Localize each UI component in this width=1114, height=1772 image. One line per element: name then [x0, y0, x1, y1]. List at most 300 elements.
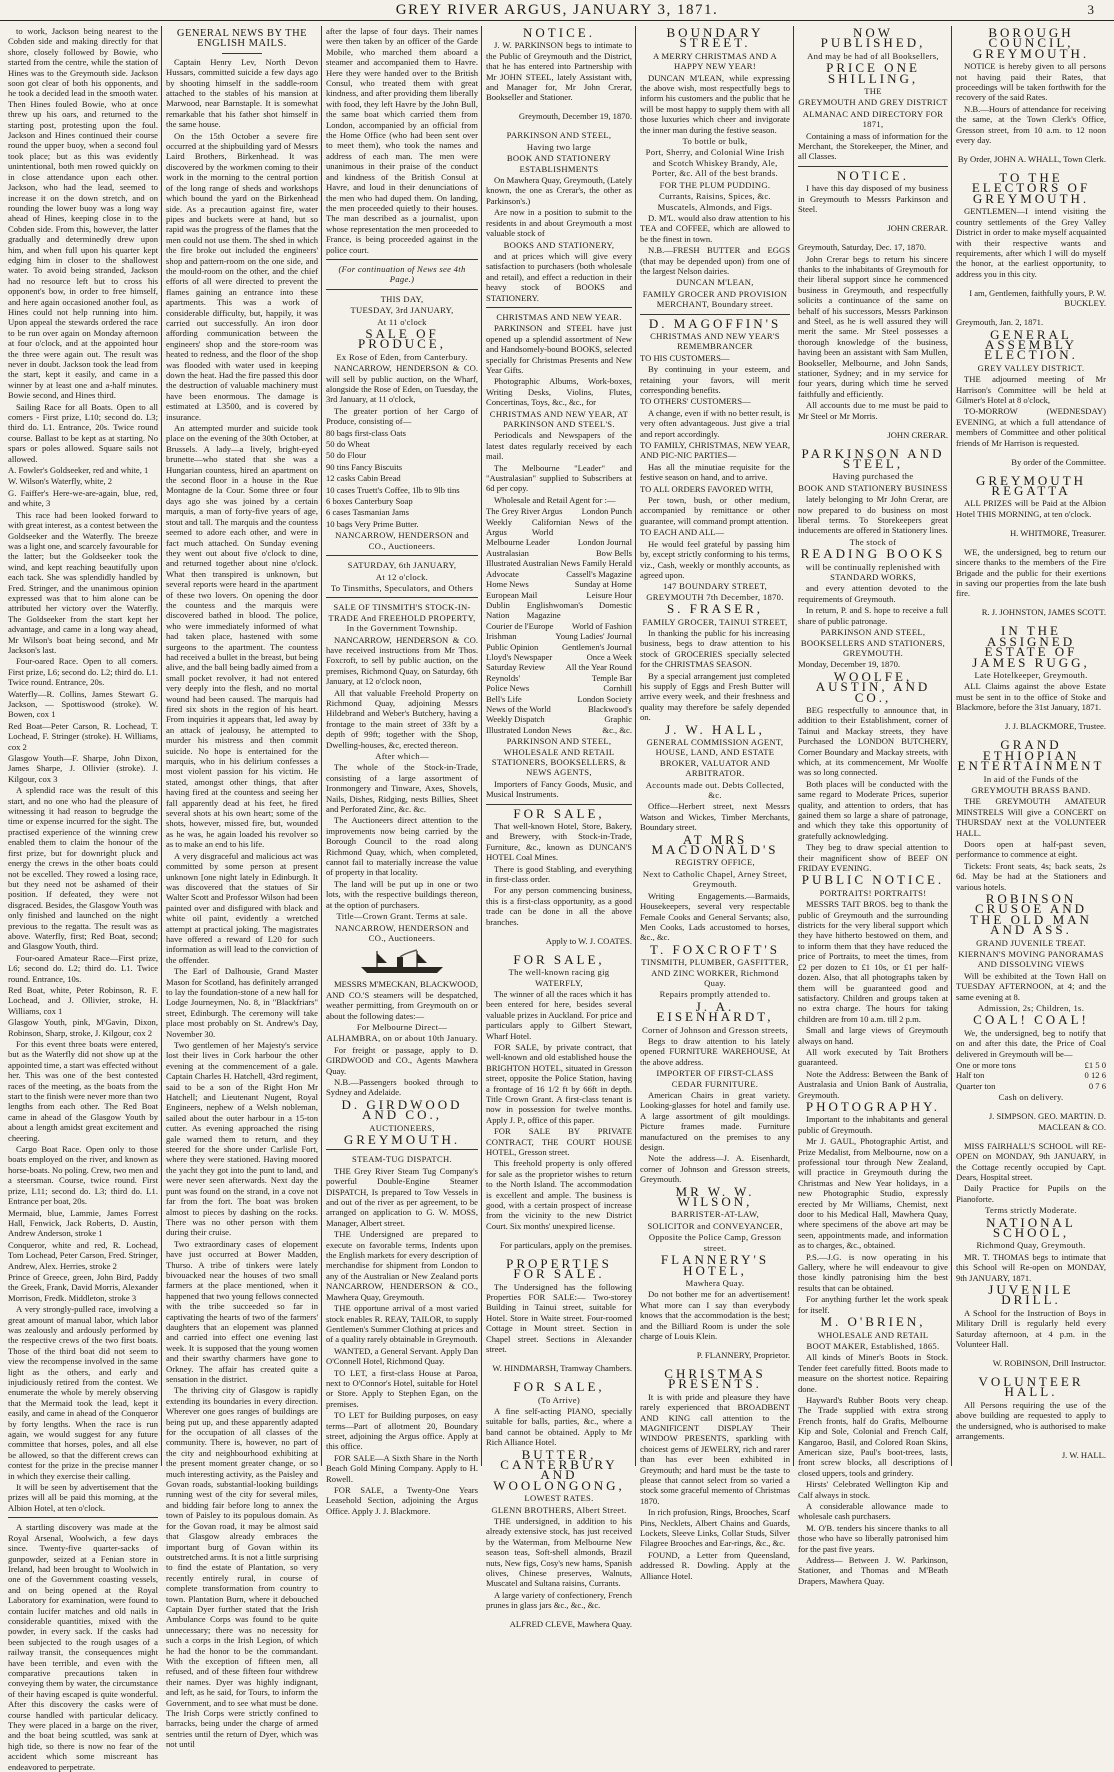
paragraph: All kinds of Miner's Boots in Stock. Tender feet carefully fitted. Boots made to measure on the shortest notice. Repairing done.	[798, 1352, 948, 1394]
two-column-row	[486, 704, 632, 714]
row-left: Melbourne Leader	[486, 537, 550, 548]
centered-line: At 12 o'clock.	[375, 571, 429, 582]
centered-line: GLENN BROTHERS, Albert Street.	[491, 1504, 627, 1515]
paragraph: A large variety of confectionery, French prunes in glass jars &c., &c., &c.	[486, 1589, 632, 1611]
advert-title: J. W. HALL,	[665, 721, 765, 737]
paragraph: Sailing Race for all Boats. Open to all comers - First prize, L10; second do. L3; third do. L1. Entrance, 20s. Twice round course. Ballast to be kept as at starting. No spars or poles allowed. Square sails not allowed.	[8, 401, 158, 464]
two-column-row	[486, 631, 632, 641]
two-column-row	[486, 569, 632, 579]
centered-line: Currants, Raisins, Spices, &c. Muscatels, Almonds, and Figs.	[657, 191, 773, 212]
paragraph: after the lapse of four days. Their names were then taken by an officer of the Garde Mobile, who marched them aboard a steamer and accompanied them to Havre. Here they were handed over to the British Consul, who treated them with great kindness, and after providing them liberally with food, they left Havre by the John Bull, the same boat which carried them from London, accompanied by an official from the Home Office (who had been sent over to meet them), who took the names and address of each man. The men were unanimous in their praise of the conduct and kindness of the British Consul at Havre, and loud in their denunciations of the men who had duped them. On landing, the men proceeded quietly to their houses. The man described as a journalist, upon whose representation the men proceeded to France, is being proceeded against in the police court.	[326, 26, 478, 255]
paragraph: Office—Herbert street, next Messrs Watson and Wickes, Timber Merchants, Boundary street.	[640, 801, 790, 833]
list-line: TO OTHERS' CUSTOMERS—	[640, 396, 751, 407]
paragraph: A very disgraceful and malicious act was committed by some person at present unknown [one night lately in Edinburgh. It was discovered that the statues of Sir Walter Scott and Professor Wilson had been painted over and disfigured with black and white oil paint, evidently a wretched attempt at practical joking. The magistrates have offered a reward of L20 for such information as will lead to the conviction of the offender.	[166, 850, 318, 965]
row-right: 0 12 6	[1084, 1070, 1106, 1081]
centered-line: Richmond Quay, Greymouth.	[976, 1240, 1086, 1251]
paragraph: MISS FAIRHALL'S SCHOOL will RE-OPEN on MONDAY, 9th JANUARY, in the Cottage recently occupied by Capt. Dears, Hospital street.	[956, 1140, 1106, 1182]
paragraph: He would feel grateful by passing him by, except strictly conforming to his terms, viz., Cash, weekly or monthly accounts, as agreed upon.	[640, 538, 790, 580]
list-line: TO ALL ORDERS FAVORED WITH,	[640, 483, 773, 494]
paragraph: Doors open at half-past seven, performance to commence at eight.	[956, 838, 1106, 860]
paragraph: FOUND, a Letter from Queensland, addressed R. Dowling. Apply at the Alliance Hotel.	[640, 1549, 790, 1581]
paragraph: D. M'L. would also draw attention to his TEA and COFFEE, which are allowed to be the finest in town.	[640, 212, 790, 244]
paragraph: John Crerar begs to return his sincere thanks to the inhabitants of Greymouth for their liberal support since he commenced business in Greymouth, and respectfully solicits a continuance of the same on behalf of his successors, Messrs Parkinson and Steel, as he is well assured they will merit the same. Mr Steel possesses a thorough knowledge of the business, having been an assistant with Sam Mullen, Bookseller, Melbourne, and John Sands, stationer, Sydney; and in my service for four years, during which time he served faithfully and efficiently.	[798, 253, 948, 399]
paragraph: For freight or passage, apply to D. GIRDWOOD and CO., Agents Mawhera Quay.	[326, 1044, 478, 1076]
row-right: Bow Bells	[595, 547, 632, 558]
paragraph: NANCARROW, HENDERSON & CO. will sell by public auction, on the Wharf, alongside the Rose of Eden, on Tuesday, the 3rd January, at 11 o'clock,	[326, 363, 478, 405]
paragraph: By a special arrangement just completed his supply of Eggs and Fresh Butter will arrive every week, and their freshness and quality may therefore be safely depended on.	[640, 670, 790, 723]
centered-line: AUCTIONEERS,	[369, 1122, 435, 1133]
list-line: Waterfly—R. Collins, James Stewart G. Jackson, — Spottiswood (stroke). W. Bowen, cox 1	[8, 688, 158, 720]
paragraph: Periodicals and Newspapers of the latest dates regularly received by each mail.	[486, 430, 632, 462]
advert-title: PROPERTIES FOR SALE.	[506, 1255, 612, 1282]
page-number: 3	[1087, 2, 1094, 17]
paragraph: Hayward's Rubber Boots very cheap. The Trade supplied with extra strong French fronts, half do Grafts, Melbourne Kip and Sole, Colonial and French Calf, Kangaroo, Basil, and Colored Roan Skins, American size, Paul's boot-trees, lasts, front screw blocks, all descriptions of closed uppers, tools and grindery.	[798, 1394, 948, 1478]
centered-line: KIERNAN'S MOVING PANORAMAS AND DISSOLVING VIEWS	[958, 949, 1104, 970]
centered-line: BOOKS AND STATIONERY,	[503, 239, 615, 250]
two-column-row	[486, 590, 632, 600]
paragraph: Do not bother me for an advertisement! What more can I say than everybody knows that the accommodation is the best; and the Billiard Room is under the sole charge of Louis Klein.	[640, 1289, 790, 1341]
row-left: Reynolds'	[486, 672, 521, 683]
paragraph: and at prices which will give every satisfaction to purchasers (both wholesale and retail), and effect a reduction in their heavy stock of BOOKS and STATIONERY.	[486, 250, 632, 303]
paragraph: Note the Address: Between the Bank of Australasia and Union Bank of Australia, Greymouth.	[798, 1068, 948, 1100]
centered-line: GENERAL COMMISSION AGENT, HOUSE, LAND, AND ESTATE BROKER, VALUATOR AND ARBITRATOR.	[646, 737, 784, 779]
row-right: Cassell's Magazine	[566, 568, 632, 579]
centered-line: The stock of	[849, 536, 897, 547]
advert-title: PRICE ONE SHILLING,	[826, 60, 920, 86]
centered-line: Mawhera Quay.	[685, 1277, 745, 1288]
signature-line: For particulars, apply on the premises.	[500, 1239, 632, 1250]
signature-line: Greymouth, December 19, 1870.	[518, 111, 632, 122]
advert-title: J. A. EISENHARDT,	[656, 998, 774, 1025]
paragraph: TO LET, a first-class House at Paroa, next to O'Connor's Hotel, suitable for Hotel or Store. Apply to Stephen Egan, on the premises.	[326, 1367, 478, 1409]
row-left: Bell's Life	[486, 693, 522, 704]
advert-title: TO THE ELECTORS OF GREYMOUTH.	[971, 170, 1091, 206]
advert-title: NOW PUBLISHED,	[820, 25, 926, 51]
paragraph: All that valuable Freehold Property on Richmond Quay, adjoining Messrs Hildebrand and Weber's Butchery, having a frontage to the main street of 33ft by a depth of 99ft; together with the Shop, Dwelling-houses, &c, erected thereon.	[326, 687, 478, 750]
paragraph: THE GREYMOUTH AMATEUR MINSTRELS Will give a CONCERT on THURSDAY next at the VOLUNTEER HALL.	[956, 796, 1106, 838]
two-column-row	[486, 725, 632, 735]
row-right: Sunday at Home	[574, 579, 632, 590]
short-rule	[222, 53, 262, 54]
paragraph: They beg to draw special attention to their magnificent show of BEEF ON FRIDAY EVENING.	[798, 842, 948, 874]
paragraph: A splendid race was the result of this start, and no one who had the pleasure of witnessing it had reason to begrudge the time or expense incurred for the sight. The practised experience of the winning crew enabled them to claim the honour of the first prize, but for downright pluck and energy the crews in the other boats could not be excelled. They rowed a losing race, but they need not be ashamed of their position. If defeated, they were not disgraced. Besides, the Glasgow Youth was only finished and launched on the night previous to the regatta. The result was as above. Waterfly, first; Red Boat, second; and Glasgow Youth, third.	[8, 785, 158, 952]
row-left: Dublin Nation	[486, 599, 510, 621]
paragraph: to work, Jackson being nearest to the Cobden side and making directly for that shore, closely followed by Bowie, who started from the centre, while the station of Hines was to the Greymouth side. Jackson soon got clear of both his opponents, and he took a decided lead in the smooth water. Then Hines fouled Bowie, who at once threw up his oars, and returned to the starting post, protesting upon the foul. Jackson and Hines continued their course round the upper buoy, when a second foul took place; but as this was evidently unintentional, both men rowed quickly on in close attendance upon each other. Jackson, who had the lead, seemed to increase it on the down stretch, and on rounding the lower buoy was a long way ahead of Hines, keeping close in to the Cobden side. From this, however, the latter gradually and determinedly drew upon him, and when full upon his quarter kept edging him in closer to the shallowest water. To avoid being stranded, Jackson had no resource left but to cross his opponent's bow, in order to free himself, and here again occasioned another foul, as Hines could not help running into him. Upon appeal the stewards ordered the race to be run over again on Monday afternoon at four o'clock, and at the appointed hour the three were again out. The result was never in doubt. Jackson took the lead from the start, kept it easily, and came in a winner by at least one and a-half minutes. Bowie second, and Hines third.	[8, 26, 158, 401]
paragraph: Hirsts' Celebrated Wellington Kip and Calf always in stock.	[798, 1479, 948, 1500]
signature-line: W. HINDMARSH, Tramway Chambers.	[492, 1363, 632, 1374]
column-rule	[481, 26, 482, 1466]
row-left: One or more tons	[956, 1060, 1016, 1071]
list-line: Red Boat—Peter Carson, R. Lochead, T. Lochead, F. Stringer (stroke). H. Williams, cox 2	[8, 720, 158, 752]
paragraph: THE undersigned, in addition to his already extensive stock, has just received by the Waterman, from Melbourne New season teas, Soft-shell almonds, Brazil nuts, New figs, Cosy's new hams, Spanish olives, Chinese preserves, Walnuts, Muscatel and Sultana raisins, Currants.	[486, 1515, 632, 1589]
two-column-row	[956, 1081, 1106, 1091]
centered-line: Corner of Johnson and Gresson streets,	[641, 1024, 788, 1035]
centered-line: will be continually replenished with STANDARD WORKS,	[805, 561, 941, 583]
centered-line: The well-known racing gig WATERFLY,	[508, 967, 610, 988]
centered-line: SOLICITOR and CONVEYANCER,	[647, 1220, 783, 1231]
advert-title: SALE OF PRODUCE,	[358, 325, 446, 352]
signature-line: JOHN CRERAR.	[887, 223, 948, 234]
signature-line: P. FLANNERY, Proprietor.	[696, 1349, 790, 1360]
signature-line: ALFRED CLEVE, Mawhera Quay.	[509, 1619, 632, 1630]
separator-rule	[326, 259, 478, 260]
row-left: Quarter ton	[956, 1080, 996, 1091]
paragraph: Two gentlemen of her Majesty's service lost their lives in Cork harbour the other evening at the commencement of a gale. Captain Charles H. Hatchell, 43rd regiment, said to be a son of the Right Hon Mr Hatchell; and Lieutenant Nugent, Royal Engineers, nephew of a Welsh nobleman, sailed about the outer harbour in a 15-ton cutter. As evening approached the rising gale warned them to return, and they steered for the shore under Carlisle Fort, where they were stationed. Having moored the yacht they got into the punt to land, and were never seen afterwards. Next day the punt was found on the strand, in a cove not far from the fort. The boat was broken almost to pieces by dashing on the rocks. There was no other person with them during their cruise.	[166, 1040, 318, 1238]
centered-line: IMPORTER OF FIRST-CLASS CEDAR FURNITURE.	[656, 1068, 774, 1089]
two-column-row	[486, 673, 632, 683]
paragraph: Note the address—J. A. Eisenhardt, corner of Johnson and Gresson streets, Greymouth.	[640, 1153, 790, 1185]
centered-line: ALMANAC AND DIRECTORY FOR 1871,	[802, 108, 944, 130]
paragraph: I have this day disposed of my business in Greymouth to Messrs Parkinson and Steel.	[798, 183, 948, 215]
centered-line: Having two large	[526, 141, 592, 152]
paragraph: Four-oared Amateur Race—First prize, L6; second do. L2; third do. L1. Twice round. Entrance, 10s.	[8, 952, 158, 984]
row-right: Once a Week	[586, 651, 632, 662]
two-column-row	[956, 1070, 1106, 1080]
steamship-icon	[357, 947, 447, 975]
list-line: 10 cases Truett's Coffee, 1lb to 9lb tins	[326, 484, 460, 495]
advert-title: COAL! COAL!	[973, 1012, 1089, 1028]
two-column-row	[486, 683, 632, 693]
row-right: &c., &c.	[602, 724, 632, 735]
row-left: Home News	[486, 579, 529, 590]
advert-title: VOLUNTEER HALL.	[978, 1374, 1084, 1400]
centered-line: Repairs promptly attended to.	[659, 989, 771, 1000]
centered-line: FAMILY GROCER AND PROVISION MERCHANT, Boundary street.	[642, 288, 788, 310]
paragraph: This race had been looked forward to with great interest, as a contest between the Goldseeker and the Waterfly. The breeze was a light one, and scarcely favourable for the latter; but the Goldseeker took the wind, and kept reaching beautifully upon each tack. She was splendidly handled by Fred. Stringer, and the unanimous opinion expressed was that to him alone can be attributed her victory over the Waterfly. The Goldseeker from the start kept her advantage, and came in a long way ahead, Mr Wilson's boat being second, and Mr Jackson's last.	[8, 509, 158, 655]
advert-title: NOTICE.	[523, 25, 595, 40]
centered-line: Late Hotelkeeper, Greymouth.	[974, 670, 1088, 681]
advert-title: IN THE ASSIGNED ESTATE OF JAMES RUGG,	[972, 623, 1090, 670]
paragraph: All Persons requiring the use of the above building are requested to apply to the undersigned, who is authorised to make arrangements.	[956, 1399, 1106, 1442]
paragraph: Has all the minutiae requisite for the festive season on hand, and to arrive.	[640, 461, 790, 483]
centered-line: To Tinsmiths, Speculators, and Others	[330, 582, 474, 593]
column-rule	[951, 26, 952, 1466]
centered-line: Having purchased the	[832, 471, 914, 482]
list-line: Glasgow Youth, pink, M'Gavin, Dixon, Robinson, Sharp, stroke, J. Kilgour, cox 2	[8, 1017, 158, 1038]
two-column-row	[486, 548, 632, 558]
separator-rule	[486, 804, 632, 805]
paragraph: FOR SALE—A Sixth Share in the North Beach Gold Mining Company. Apply to H. Rowell.	[326, 1452, 478, 1484]
row-right: Leisure Hour	[586, 589, 632, 600]
row-right: Young Ladies' Journal	[555, 631, 632, 642]
column-4	[486, 25, 632, 1630]
centered-line: Admission, 2s; Children, 1s.	[977, 1003, 1085, 1014]
paragraph: MESSRS TAIT BROS. beg to thank the public of Greymouth and the surrounding districts for the very liberal support which they have hitherto bestowed on them, and to inform them that they have reduced the price of Portraits, to meet the times, from £2 per dozen to £1 10s, or £1 per half-dozen. Also, that all photographs taken by them will be guaranteed good and satisfactory. Children and groups taken at no extra charge. The hours for taking children are from 10 a.m. till 2 p.m.	[798, 899, 948, 1024]
two-column-row	[486, 558, 632, 568]
advert-title: GREYMOUTH.	[343, 1132, 461, 1147]
centered-line: Ex Rose of Eden, from Canterbury.	[336, 351, 468, 362]
paragraph: The Melbourne "Leader" and "Australasian" supplied to Subscribers at 6d per copy.	[486, 462, 632, 494]
row-right: 0 7 6	[1088, 1080, 1106, 1091]
row-left: Advocate	[486, 568, 519, 579]
paragraph: Important to the inhabitants and general public of Greymouth.	[798, 1114, 948, 1135]
paragraph: THE opportune arrival of a most varied stock enables R. REAY, TAILOR, to supply Gentlemen's Summer Clothing at prices and of a quality rarely obtainable in Greymouth.	[326, 1303, 478, 1345]
advert-title: NATIONAL SCHOOL,	[986, 1214, 1076, 1240]
paragraph: NOTICE is hereby given to all persons not having paid their Rates, that proceedings will be taken forthwith for the recovery of the said Rates.	[956, 61, 1106, 103]
paragraph: and every attention devoted to the requirements of Greymouth.	[798, 583, 948, 604]
masthead-title: GREY RIVER ARGUS, JANUARY 3, 1871.	[395, 2, 719, 18]
row-left: Weekly Argus	[486, 516, 513, 538]
paragraph: A startling discovery was made at the Royal Arsenal, Woolwich, a few days since. Twenty-five quarter-sacks of gunpowder, seized at a Fenian store in Ireland, had been brought to Woolwich in one of the Government coasting vessels, and on being opened at the Royal Laboratory for examination, were found to contain lucifer matches and old nails in considerable quantities, mixed with the powder, in every sack. If the casks had been subjected to the rough usages of a railway transit, the consequences might have been terrible, and even with the comparative precautions taken in conveying them by water, the circumstance of their having escaped is quite wonderful. After this discovery the casks were of course handled with particular delicacy. They were placed in a barge on the river, and the boat being scuttled, was sank at high tide, so there is now no fear of the accident which some miscreant has endeavored to perpetrate.	[8, 1522, 158, 1772]
list-line: Greymouth, Jan. 2, 1871.	[956, 317, 1044, 328]
separator-rule	[486, 307, 632, 308]
paragraph: Address— Between J. W. Parkinson, Stationer, and Thomas and M'Beath Drapers, Mawhera Quay.	[798, 1555, 948, 1586]
centered-line: SALE OF TINSMITH'S STOCK-IN-TRADE And FREEHOLD PROPERTY, In the Government Township.	[328, 602, 476, 634]
column-3	[326, 26, 478, 1516]
paragraph: Tickets: Front seats, 4s; back seats, 2s 6d. May be had at the Stationers and various hotels.	[956, 860, 1106, 892]
row-left: Illustrated London News	[486, 724, 572, 735]
centered-line: Accounts made out. Debts Collected, &c.	[645, 779, 785, 801]
paragraph: N.B.—Hours of attendance for receiving the same, at the Town Clerk's Office, Gresson street, from 10 a.m. to 12 noon every day.	[956, 103, 1106, 146]
paragraph: There is good Stabling, and everything in first-class order.	[486, 863, 632, 885]
two-column-row	[956, 1060, 1106, 1070]
paragraph: Per town, bush, or other medium, accompanied by remittance or other guarantee, will command prompt attention.	[640, 495, 790, 526]
centered-line: 147 BOUNDARY STREET, GREYMOUTH 7th December, 1870.	[646, 581, 784, 602]
column-1	[8, 26, 158, 1772]
paragraph: The Undersigned has the following Properties FOR SALE:— Two-storey Building in Tainui street, suitable for Hotel. Store in Waite street. Four-roomed Cottage in Mount street. Section in Chapel street. Sections in Alexander street.	[486, 1281, 632, 1355]
centered-line: GREYMOUTH BRASS BAND.	[971, 784, 1091, 795]
paragraph: DUNCAN M'LEAN, while expressing the above wish, most respectfully begs to inform his customers and the public that he will be most happy to supply them with all those luxuries which cheer and invigorate the inner man during the festive season.	[640, 72, 790, 135]
centered-line: NANCARROW, HENDERSON and CO., Auctioneers.	[335, 922, 469, 943]
signature-line: H. WHITMORE, Treasurer.	[1009, 527, 1106, 538]
row-right: Family Herald	[582, 558, 632, 569]
paragraph: By continuing in your esteem, and retaining your favors, will merit corresponding benefits.	[640, 364, 790, 395]
paragraph: MR. T. THOMAS begs to intimate that this School will Re-open on MONDAY, 9th JANUARY, 1871.	[956, 1251, 1106, 1283]
paragraph: For any person commencing business, this is a first-class opportunity, as a good trade can be done in all the above branches.	[486, 885, 632, 927]
centered-line: Title—Crown Grant. Terms at sale.	[336, 911, 468, 922]
paragraph: The greater portion of her Cargo of Produce, consisting of—	[326, 405, 478, 427]
signature-line: J. W. HALL.	[1061, 1450, 1106, 1461]
list-line: 50 do Flour	[326, 450, 367, 461]
paragraph: A change, even if with no better result, is very often advantageous. Just give a trial and report accordingly.	[640, 407, 790, 439]
separator-rule	[8, 1517, 158, 1518]
advert-title: GENERAL ASSEMBLY ELECTION.	[984, 326, 1078, 363]
centered-line: BOOK AND STATIONERY ESTABLISHMENTS	[506, 153, 612, 174]
row-left: Irishman	[486, 631, 517, 642]
paragraph: The land will be put up in one or two lots, with the respective buildings thereon, at the option of purchasers.	[326, 878, 478, 910]
paragraph: Are now in a position to submit to the residents in and about Greymouth a most valuable stock of	[486, 207, 632, 239]
advert-title: GREYMOUTH REGATTA	[975, 472, 1087, 498]
column-5	[640, 25, 790, 1581]
centered-line: TINSMITH, PLUMBER, GASFITTER, AND ZINC WORKER, Richmond Quay.	[641, 957, 789, 988]
paragraph: MESSRS M'MECKAN, BLACKWOOD, AND CO.'S steamers will be despatched, weather permitting, from Greymouth on or about the following dates:—	[326, 979, 478, 1021]
paragraph: GENTLEMEN—I intend visiting the country settlements of the Grey Valley District in order to make myself acquainted with their respective wants and requirements, after which I will do myself the honor, at the earliest opportunity, to address you in this city.	[956, 206, 1106, 279]
paragraph: It is with pride and pleasure they have rarely experienced that BROADBENT AND KING call attention to the MAGNIFICENT DISPLAY Their WINDOW PRESENTS, sparkling with choicest gems of JEWELRY, rich and rarer than has ever been exhibited in Greymouth; and hard must be the taste to please that cannot select from so varied a stock some graceful memento of Christmas 1870.	[640, 1391, 790, 1506]
centered-line: CHRISTMAS AND NEW YEAR.	[496, 311, 622, 322]
paragraph: TO-MORROW (WEDNESDAY) EVENING, at which a full attendance of members of Committee and other political friends of Mr Harrison is requested.	[956, 406, 1106, 448]
separator-rule	[326, 289, 478, 290]
paragraph: A School for the Instruction of Boys in Military Drill is regularly held every Saturday afternoon, at 4 p.m. in the Volunteer Hall.	[956, 1307, 1106, 1349]
paragraph: Cargo Boat Race. Open only to those boats employed on the river, and known as horse-boats. No poling. Crew, two men and a steersman. Course, twice round. First prize, L11; second do. L3; third do. L1. Entrance per boat, 20s.	[8, 1144, 158, 1207]
advert-title: T. FOXCROFT'S	[650, 941, 780, 957]
centered-line: Next to Catholic Chapel, Arney Street, Greymouth.	[642, 868, 788, 890]
separator-rule	[326, 1149, 478, 1150]
row-right: Englishwoman's Domestic Magazine	[526, 599, 632, 621]
row-right: London Punch	[581, 506, 632, 517]
signature-line: By order of the Committee.	[1011, 456, 1106, 467]
list-line: Glasgow Youth—F. Sharpe, John Dixon, James Sharpe, J. Ollivier (stroke). J. Kilgour, cox 3	[8, 753, 158, 784]
signature-line: J. J. BLACKMORE, Trustee.	[1005, 721, 1106, 732]
list-line: 90 tins Fancy Biscuits	[326, 461, 403, 472]
paragraph: ALL PRIZES will be Paid at the Albion Hotel THIS MORNING, at ten o'clock.	[956, 498, 1106, 519]
list-line: W. Wilson's Waterfly, white, 2	[8, 476, 113, 487]
centered-line: FOR THE PLUM PUDDING.	[659, 179, 771, 190]
signature-line: W. ROBINSON, Drill Instructor.	[992, 1358, 1106, 1368]
centered-line: CHRISTMAS AND NEW YEAR'S REMEMBRANCER	[650, 330, 780, 352]
paragraph: FOR SALE, a Twenty-One Years Leasehold Section, adjoining the Argus Office. Apply J. J. Blackmore.	[326, 1485, 478, 1516]
list-line: TO EACH AND ALL—	[640, 527, 725, 538]
two-column-row	[486, 621, 632, 631]
column-rule	[321, 26, 322, 1466]
column-rule	[635, 26, 636, 1466]
centered-line: GRAND JUVENILE TREAT.	[976, 937, 1086, 948]
paragraph: An attempted murder and suicide took place on the evening of the 30th October, at Brussels. A lady—a lively, bright-eyed brunette—who stated that she was a Hungarian countess, hired an apartment on the second floor in a house in the Rue Montagne de la Cour. Some three or four days ago she was joined by a certain marquis, a man of forty-five years of age, stout and tall. The marquis and the countess seemed to adore each other, and were in fact much attached. On Sunday evening they went out about five o'clock to dine, and returned together about nine o'clock. What then transpired is unknown, but several reports were heard in the apartment of these two lovers. On opening the door the countess and the marquis were discovered bathed in blood. The police, who were immediately informed of what had taken place, hastened with some surgeons to the apartment. The countess had received a bullet in the breast, but being alive, and the ball being badly aimed from a small pocket revolver, it had not entered very deeply into the flesh, and no mortal wound had been caused. The marquis had fired six shots in the region of his heart. From inquiries it appears that, led away by an attack of jealousy, he attempted to murder his mistress and then commit suicide. No hope is entertained for the marquis, who in his delirium confesses a most violent passion for his victim. He stated, amongst other things, that after having fired at the countess and seeing her fall apparently dead at his feet, he fired several shots at his own heart; some of the shots, however, missed fire, but, wounded as he was, he again loaded his revolver so as to make an end to his life.	[166, 423, 319, 850]
paragraph: Captain Henry Lev, North Devon Hussars, committed suicide a few days ago by shooting himself in the saddle-room attached to the stables of his mansion at Marwood, near Barnstaple. It is somewhat remarkable that his father shot himself in the same house.	[166, 56, 318, 130]
column-6	[798, 25, 948, 1586]
advert-title: READING BOOKS	[800, 546, 946, 562]
signature-line: Apply to W. J. COATES.	[545, 935, 632, 946]
paragraph: All accounts due to me must be paid to Mr Steel or Mr Morris.	[798, 400, 948, 421]
signature-line: JOHN CRERAR.	[887, 429, 948, 440]
column-7	[956, 26, 1106, 1466]
centered-line: THIS DAY,	[380, 293, 424, 304]
advert-title: JUVENILE DRILL.	[988, 1281, 1074, 1308]
centered-line: STEAM-TUG DISPATCH.	[352, 1154, 452, 1165]
centered-line: For Melbourne Direct—	[356, 1021, 448, 1032]
signature-line: By Order, JOHN A. WHALL, Town Clerk.	[957, 154, 1106, 165]
centered-line: And may be had of all Booksellers,	[807, 50, 939, 61]
advert-title: CHRISTMAS PRESENTS.	[664, 1365, 766, 1392]
signature-line: R. J. JOHNSTON, JAMES SCOTT.	[981, 607, 1106, 618]
centered-line: PARKINSON AND STEEL, WHOLESALE AND RETAIL STATIONERS, BOOKSELLERS, & NEWS AGENTS,	[491, 736, 627, 778]
paragraph: WE, the undersigned, beg to return our sincere thanks to the members of the Fire Brigade and the public for their exertions in saving our properties from the late bush fire.	[956, 546, 1106, 599]
centered-line: Port, Sherry, and Colonial Wine Irish and Scotch Whiskey Brandy, Ale, Porter, &c. All of the best brands.	[645, 147, 785, 179]
row-left: Public Opinion	[486, 641, 539, 652]
paragraph: Wholesale and Retail Agent for :—	[494, 494, 616, 505]
centered-line: ALHAMBRA, on or about 10th January.	[326, 1033, 478, 1044]
paragraph: THE Undersigned are prepared to execute on favorable terms, Indents upon the English markets for every description of merchandise for shipment from London to any of the Australian or New Zealand ports NANCARROW, HENDERSON & CO., Mawhera Quay, Greymouth.	[326, 1229, 478, 1302]
separator-rule	[640, 314, 790, 315]
centered-line: REGISTRY OFFICE,	[675, 857, 755, 868]
list-line: 6 cases Tasmanian Jams	[326, 507, 410, 518]
centered-line: CHRISTMAS AND NEW YEAR, AT PARKINSON AND STEEL'S.	[489, 408, 629, 429]
paragraph: ALL Claims against the above Estate must be sent in to the office of Stoke and Blackmore, before the 31st January, 1871.	[956, 681, 1106, 713]
centered-line: To bottle or bulk,	[682, 136, 748, 147]
advert-title: GRAND ETHIOPIAN ENTERTAINMENT	[957, 737, 1105, 774]
paragraph: M. O'B. tenders his sincere thanks to all those who have so liberally patronised him for the past five years.	[798, 1522, 948, 1554]
advert-title: PARKINSON AND STEEL,	[801, 445, 945, 471]
paragraph: The whole of the Stock-in-Trade, consisting of a large assortment of Ironmongery and Tinware, Axes, Shovels, Nails, Dishes, Ridging, nests Billies, Sheet and Perforated Zinc, &c. &c.	[326, 762, 478, 815]
list-line: Mermaid, blue, Lammie, James Forrest Hall, Fenwick, Jack Roberts, D. Austin, Andrew Anderson, stroke 1	[8, 1207, 158, 1239]
centered-line: THE	[864, 86, 882, 97]
advert-title: ROBINSON CRUSOE AND THE OLD MAN AND ASS.	[970, 890, 1092, 938]
list-line: Monday, December 19, 1870.	[798, 659, 901, 670]
advert-title: AT MRS MACDONALD'S	[651, 831, 779, 858]
list-line: Greymouth, Saturday, Dec. 17, 1870.	[798, 242, 927, 253]
row-right: Temple Bar	[591, 672, 632, 683]
centered-line: PORTRAITS! PORTRAITS!	[819, 887, 927, 898]
paragraph: THE Grey River Steam Tug Company's powerful Double-Engine Steamer DISPATCH, Is prepared to Tow Vessels in and out of the river as per agreement, to be arranged on application to G. W. MOSS, Manager, Albert street.	[326, 1165, 478, 1228]
centered-line: In aid of the Funds of the	[983, 773, 1079, 784]
centered-line: SATURDAY, 6th JANUARY,	[347, 560, 457, 571]
paragraph: J. W. PARKINSON begs to intimate to the Public of Greymouth and the District, that he has entered into Partnership with Mr JOHN STEEL, lately Assistant with, and Manager for, Mr John Crerar, Bookseller and Stationer.	[486, 40, 632, 103]
paragraph: We, the undersigned, beg to notify that on and after this date, the Price of Coal delivered in Greymouth will be—	[956, 1027, 1106, 1059]
row-right: Gentlemen's Journal	[561, 641, 632, 652]
paragraph: FOR SALE, by private contract, that well-known and old established house the BRIGHTON HOTEL, situated in Gresson street, opposite the Police Station, having a frontage of 16 1/2 ft by 66ft in depth. Title Crown Grant. A first-class tenant is now in possession for twelve months. Apply J. P., office of this paper.	[486, 1041, 632, 1125]
centered-line: NANCARROW, HENDERSON and CO., Auctioneers.	[335, 530, 469, 551]
signature-line: J. SIMPSON. GEO. MARTIN. D. MACLEAN & CO.	[988, 1111, 1106, 1132]
centered-line: Opposite the Police Camp, Gresson street.	[648, 1232, 782, 1253]
centered-line: TUESDAY, 3rd JANUARY,	[350, 305, 454, 316]
centered-line: (To Arrive)	[537, 1394, 581, 1405]
paragraph: WANTED, a General Servant. Apply Dan O'Connell Hotel, Richmond Quay.	[326, 1345, 478, 1367]
centered-line: LOWEST RATES.	[524, 1493, 594, 1504]
advert-title: FOR SALE,	[513, 1379, 605, 1395]
centered-line: After which—	[375, 751, 429, 761]
paragraph: Begs to draw attention to his lately opened FURNITURE WAREHOUSE, At the above address.	[640, 1035, 790, 1067]
paragraph: BEG respectfully to announce that, in addition to their Establishment, corner of Tainui and Mackay streets, they have Purchased the LONDON BUTCHERY, Corner Boundary and Mackay streets, with which, at its commencement, Mr Woolfe was so long connected.	[798, 704, 948, 778]
paragraph: On the 15th October a severe fire occurred at the shipbuilding yard of Messrs Laird Brothers, Birkenhead. It was discovered by the workmen coming to their work in the morning to the central portion of the long range of sheds and workshops which bound the yard on the Birkenhead side. As a precaution against fire, water pipes and buckets were at hand, but so rapid was the progress of the flames that the men could not use them. The shed in which the fire broke out included the engineers' shop and pattern-room on the one side, and the mould-room on the other, and the chief efforts of all were directed to prevent the flames gaining an entrance into these apartments. This was a work of considerable difficulty, but, happily, it was carried out successfully. An iron door affording communication between the engineers' shop and the store-room was heated to redness, and the floor of the shop was flooded with water used in keeping down the heat. Had the fire passed this door the destruction of valuable machinery must have been enormous. The damage is estimated at L3500, and is covered by insurance.	[166, 130, 318, 422]
paragraph: N.B.—Passengers booked through to Sydney and Adelaide.	[326, 1076, 478, 1098]
paragraph: In thanking the public for his increasing business, begs to draw attention to his stock of GROCERIES specially selected for the CHRISTMAS SEASON.	[640, 627, 790, 670]
paragraph: Two extraordinary cases of elopement have just occurred at Bower Madden, Thurso. A tribe of tinkers were lately bivouacked near the houses of two small farmers at the place mentioned, when it happened that two young fellows connected with the tribe succeeded so far in captivating the hearts of two of the farmers' daughters that an elopement was planned and carried into effect one evening last week. It is supposed that the young women and their swarthy charmers have gone to Orkney. The affair has created quite a sensation in the district.	[166, 1238, 318, 1384]
centered-line: DUNCAN M'LEAN,	[676, 277, 754, 288]
list-line: 6 boxes Canterbury Soap	[326, 496, 413, 507]
centered-line: PARKINSON AND STEEL,	[506, 130, 612, 141]
row-left: Australasian	[486, 547, 529, 558]
paragraph: THE adjourned meeting of Mr Harrison's Committee will be held at Gilmer's Hotel at 8 o'clock,	[956, 374, 1106, 405]
two-column-row	[486, 517, 632, 538]
advert-title: BUTTER, CANTERBURY AND WOOLONGONG,	[493, 1446, 625, 1493]
advert-title: FLANNERY'S HOTEL,	[660, 1252, 770, 1278]
paragraph: Will be exhibited at the Town Hall on TUESDAY AFTERNOON, at 4; and the same evening at 8.	[956, 970, 1106, 1002]
paragraph: In return, P. and S. hope to receive a full share of public patronage.	[798, 605, 948, 626]
paragraph: The Earl of Dalhousie, Grand Master Mason for Scotland, has definitely arranged to lay the foundation-stone of a new hall for Lodge Journeymen, No. 8, in "Blackfriars" street, Edinburgh. The ceremony will take place most probably on St. Andrew's Day, November 30.	[166, 966, 318, 1039]
list-line: A. Fowler's Goldseeker, red and white, 1	[8, 465, 149, 476]
two-column-row	[486, 579, 632, 589]
list-line: Prince of Greece, green, John Bird, Paddy the Greek, Frank, David Morris, Alexander Morrison, Fredk. Middleton, stroke 3	[8, 1271, 158, 1303]
row-right: Californian News of the World	[531, 516, 632, 538]
row-left: European Mail	[486, 589, 538, 600]
list-line: 10 bags Very Prime Butter.	[326, 518, 419, 529]
paragraph: A very strongly-pulled race, involving a great amount of manual labor, which labor was zealously and ardously performed by the respective crews of the two first boats. Those of the third boat did not seem to view the recompense involved in the same light as the others, and early and injudiciously retired from the contest. We enumerate the whole by merely observing that the Mermaid took the lead, kept it easily, and came in ahead of the Conqueror by forty lengths. When the race is run again, we would suggest for any future committee that horses, poles, and all else be allowed, so that the different crews can contest for the prize in the precise manner in which they exercise their calling.	[8, 1304, 158, 1481]
paragraph: For anything further let the work speak for itself.	[798, 1294, 948, 1315]
centered-line: BOOK AND STATIONERY BUSINESS	[798, 482, 948, 493]
row-right: Blackwood's	[587, 703, 632, 714]
row-right: London Journal	[577, 537, 632, 548]
row-left: Weekly Dispatch	[486, 714, 545, 725]
list-line: 12 casks Cabin Bread	[326, 473, 401, 484]
row-left: Illustrated Australian News	[486, 558, 581, 569]
column-rule	[161, 26, 162, 1466]
centered-line: GREYMOUTH AND GREY DISTRICT	[798, 97, 948, 108]
paragraph: lately belonging to Mr John Crerar, are now prepared to do business on most liberal terms. To Storekeepers great inducements are offered in Stationery lines.	[798, 494, 948, 536]
paragraph: American Chairs in great variety. Looking-glasses for hotel and family use. A large assortment of gilt mouldings. Picture frames made. Furniture manufactured on the premises to any design.	[640, 1090, 790, 1153]
advert-title: WOOLFE, AUSTIN, AND CO.,	[815, 668, 931, 705]
separator-rule	[326, 597, 478, 598]
paragraph: That well-known Hotel, Store, Bakery, and Brewery, with Stock-in-Trade, Furniture, &c., known as DUNCAN'S HOTEL Coal Mines.	[486, 821, 632, 863]
centered-line: PARKINSON AND STEEL, BOOKSELLERS AND STATIONERS, GREYMOUTH.	[800, 627, 946, 658]
paragraph: Small and large views of Greymouth always on hand.	[798, 1025, 948, 1046]
two-column-row	[486, 694, 632, 704]
paragraph: All work executed by Tait Brothers guaranteed.	[798, 1046, 948, 1068]
paragraph: On Mawhera Quay, Greymouth, (Lately known, the one as Crerar's, the other as Parkinson's.)	[486, 175, 632, 206]
paragraph: The thriving city of Glasgow is rapidly extending its boundaries in every direction. Wherever one goes ranges of buildings are being put up, and these apparently adapted for the occupation of all classes of the community. There is, however, no part of the city and neighbourhood exhibiting at the present moment greater change, or so much interesting activity, as the Paisley and Govan roads, substantial-looking buildings running west of the city for several miles, and bidding fair before long to annex the town of Paisley to its populous domain. As for the Govan road, it may be almost said that Glasgow already embraces the important burg of Govan within its outstretched arms. It is not a little surprising to find the estate of Plantation, so very recently entirely rural, in course of complete transformation from country to town. Plantation Burn, where it debouched Captain Dyer further stated that the Irish Ambulance Corps was found to be quite unnecessary; there was no necessity for such a corps in the Irish Legion, of which he had the honor to be the commandant. With the exception of fifteen men, all refused, and of these fifteen four withdrew their names. Dyer was highly indignant, and left, as he said, for Tours, to inform the Government, and to see what must be done. The Irish Corps were strictly confined to barracks, being under the charge of armed sentries until the return of Dyer, which was not until	[166, 1385, 318, 1750]
row-right: World of Fashion	[572, 620, 632, 631]
row-right: London Society	[577, 693, 632, 704]
advert-title: PHOTOGRAPHY.	[805, 1098, 941, 1114]
advert-title: S. FRASER,	[666, 601, 764, 617]
